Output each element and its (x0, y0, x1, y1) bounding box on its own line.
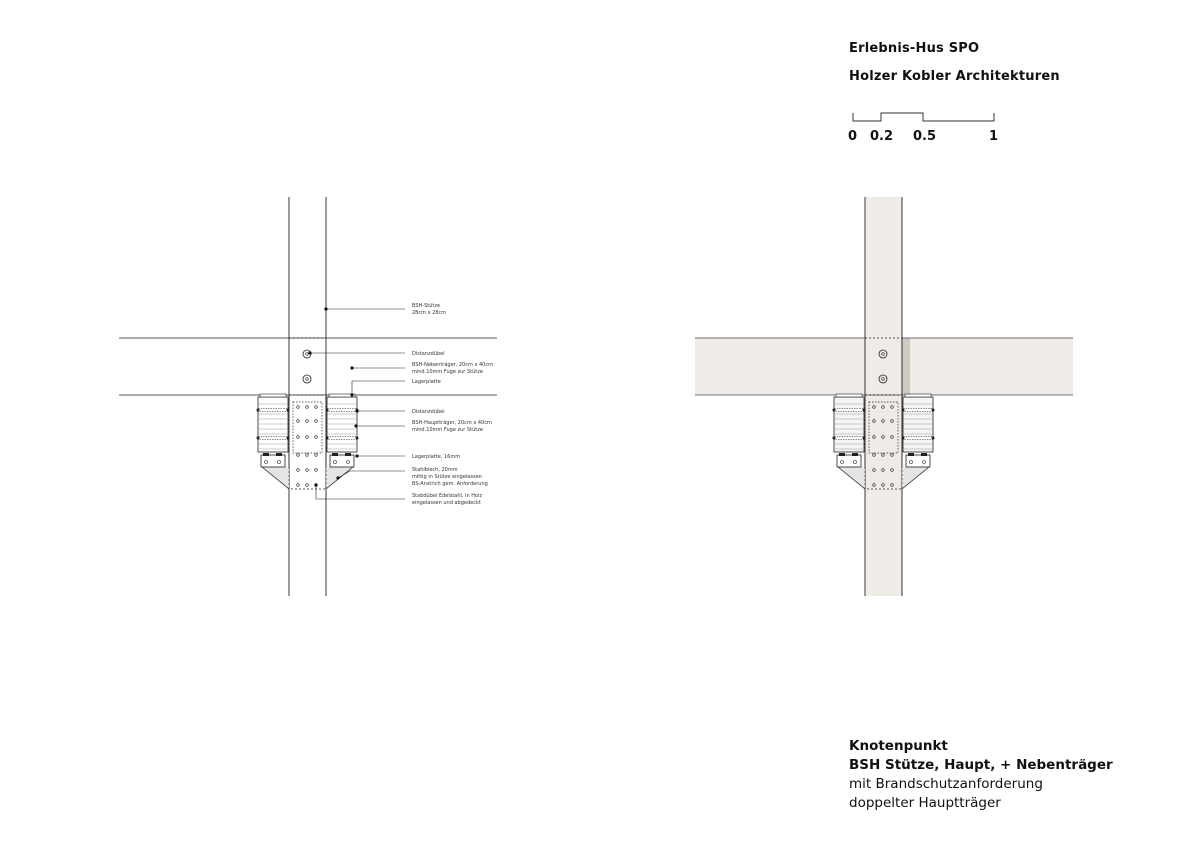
annotation-1 (308, 351, 444, 357)
caption-title: Knotenpunkt (849, 738, 948, 754)
annotation-text: Stahlblech, 20mm (412, 467, 458, 473)
caption-line-1: mit Brandschutzanforderung (849, 776, 1043, 792)
bolt-head (833, 409, 836, 412)
rod-dowel-icon (306, 484, 309, 487)
anchor-nut (332, 453, 338, 456)
leader-dot (324, 307, 327, 310)
leader-dot (355, 409, 358, 412)
scale-label-1: 1 (989, 129, 999, 144)
leader-line (352, 381, 405, 395)
annotation-text: BS-Anstrich gem. Anforderung (412, 481, 488, 487)
leader-line (316, 485, 405, 499)
annotation-6 (355, 454, 460, 460)
scale-bar (853, 113, 994, 121)
dowel-row (327, 409, 357, 412)
annotation-0 (324, 303, 446, 316)
scale-label-0: 0 (848, 129, 858, 144)
annotation-text: Lagerplatte (412, 379, 441, 385)
dowel-row (903, 409, 933, 412)
annotation-text: eingelassen und abgedeckt (412, 500, 481, 506)
steel-plate-outline (289, 395, 326, 489)
bolt-head (257, 409, 260, 412)
dowel-row (903, 437, 933, 440)
annotation-5 (354, 420, 492, 433)
rod-dowel-icon (306, 469, 309, 472)
rod-dowel-icon (297, 436, 300, 439)
anchor-nut (839, 453, 845, 456)
detail-line-drawing (119, 197, 497, 596)
annotation-text: mittig in Stütze eingelassen (412, 474, 482, 480)
bolt-head (932, 437, 935, 440)
rod-dowel-icon (306, 406, 309, 409)
project-title: Erlebnis-Hus SPO (849, 41, 980, 56)
rod-dowel-icon (297, 469, 300, 472)
caption-line-2: doppelter Hauptträger (849, 795, 1001, 811)
leader-dot (354, 424, 357, 427)
annotation-text: BSH-Hauptträger, 20cm x 40cm (412, 420, 492, 426)
anchor-nut (852, 453, 858, 456)
bearing-plate (836, 394, 862, 397)
scale-label-0.5: 0.5 (913, 129, 937, 144)
annotation-text: BSH-Stütze (412, 303, 441, 309)
annotation-2 (350, 362, 493, 375)
rod-dowel-icon (315, 436, 318, 439)
anchor-nut (921, 453, 927, 456)
rod-dowel-icon (297, 420, 300, 423)
rod-dowel-icon (315, 406, 318, 409)
rod-dowel-icon (297, 454, 300, 457)
anchor-nut (345, 453, 351, 456)
bolt-head (257, 437, 260, 440)
leader-dot (314, 483, 317, 486)
annotation-text: Lagerplatte, 16mm (412, 454, 461, 460)
annotation-7 (336, 467, 487, 487)
scale-label-0.2: 0.2 (870, 129, 894, 144)
leader-dot (336, 476, 339, 479)
anchor-nut (263, 453, 269, 456)
rod-dowel-icon (306, 454, 309, 457)
leader-dot (308, 351, 311, 354)
bolt-head (932, 409, 935, 412)
distance-dowel-icon (303, 375, 311, 383)
distance-dowel-core (306, 353, 309, 356)
office-name: Holzer Kobler Architekturen (849, 69, 1060, 84)
distance-dowel-core (306, 378, 309, 381)
rod-dowel-icon (315, 454, 318, 457)
annotation-4 (355, 409, 444, 415)
dowel-row (327, 437, 357, 440)
rod-dowel-icon (306, 436, 309, 439)
annotation-3 (350, 379, 440, 397)
leader-dot (355, 454, 358, 457)
dowel-row (258, 437, 288, 440)
annotation-text: BSH-Nebenträger, 20cm x 40cm (412, 362, 493, 368)
dowel-row (834, 437, 864, 440)
bearing-plate (260, 394, 286, 397)
caption (849, 737, 1113, 813)
annotation-text: 28cm x 28cm (412, 310, 447, 316)
annotation-text: Stabdübel Edelstahl, in Holz (412, 493, 483, 499)
leader-dot (350, 393, 353, 396)
dowel-row (834, 409, 864, 412)
annotation-text: Distanzdübel (412, 351, 445, 357)
annotation-text: mind.10mm Fuge zur Stütze (412, 369, 483, 375)
rod-dowel-icon (315, 469, 318, 472)
rod-dowel-icon (306, 420, 309, 423)
steel-plate-inner-outline (293, 402, 322, 453)
leader-dot (350, 366, 353, 369)
detail-rendered-drawing (695, 197, 1073, 596)
annotation-text: Distanzdübel (412, 409, 445, 415)
dowel-row (258, 409, 288, 412)
rod-dowel-icon (297, 484, 300, 487)
bolt-head (356, 437, 359, 440)
bearing-plate (905, 394, 931, 397)
shadow (902, 338, 910, 395)
leader-line (338, 471, 405, 478)
bolt-head (833, 437, 836, 440)
anchor-nut (276, 453, 282, 456)
rod-dowel-icon (297, 406, 300, 409)
caption-subtitle: BSH Stütze, Haupt, + Nebenträger (849, 757, 1113, 773)
anchor-nut (908, 453, 914, 456)
column-fill (865, 197, 902, 596)
rod-dowel-icon (315, 420, 318, 423)
annotation-text: mind.10mm Fuge zur Stütze (412, 427, 483, 433)
